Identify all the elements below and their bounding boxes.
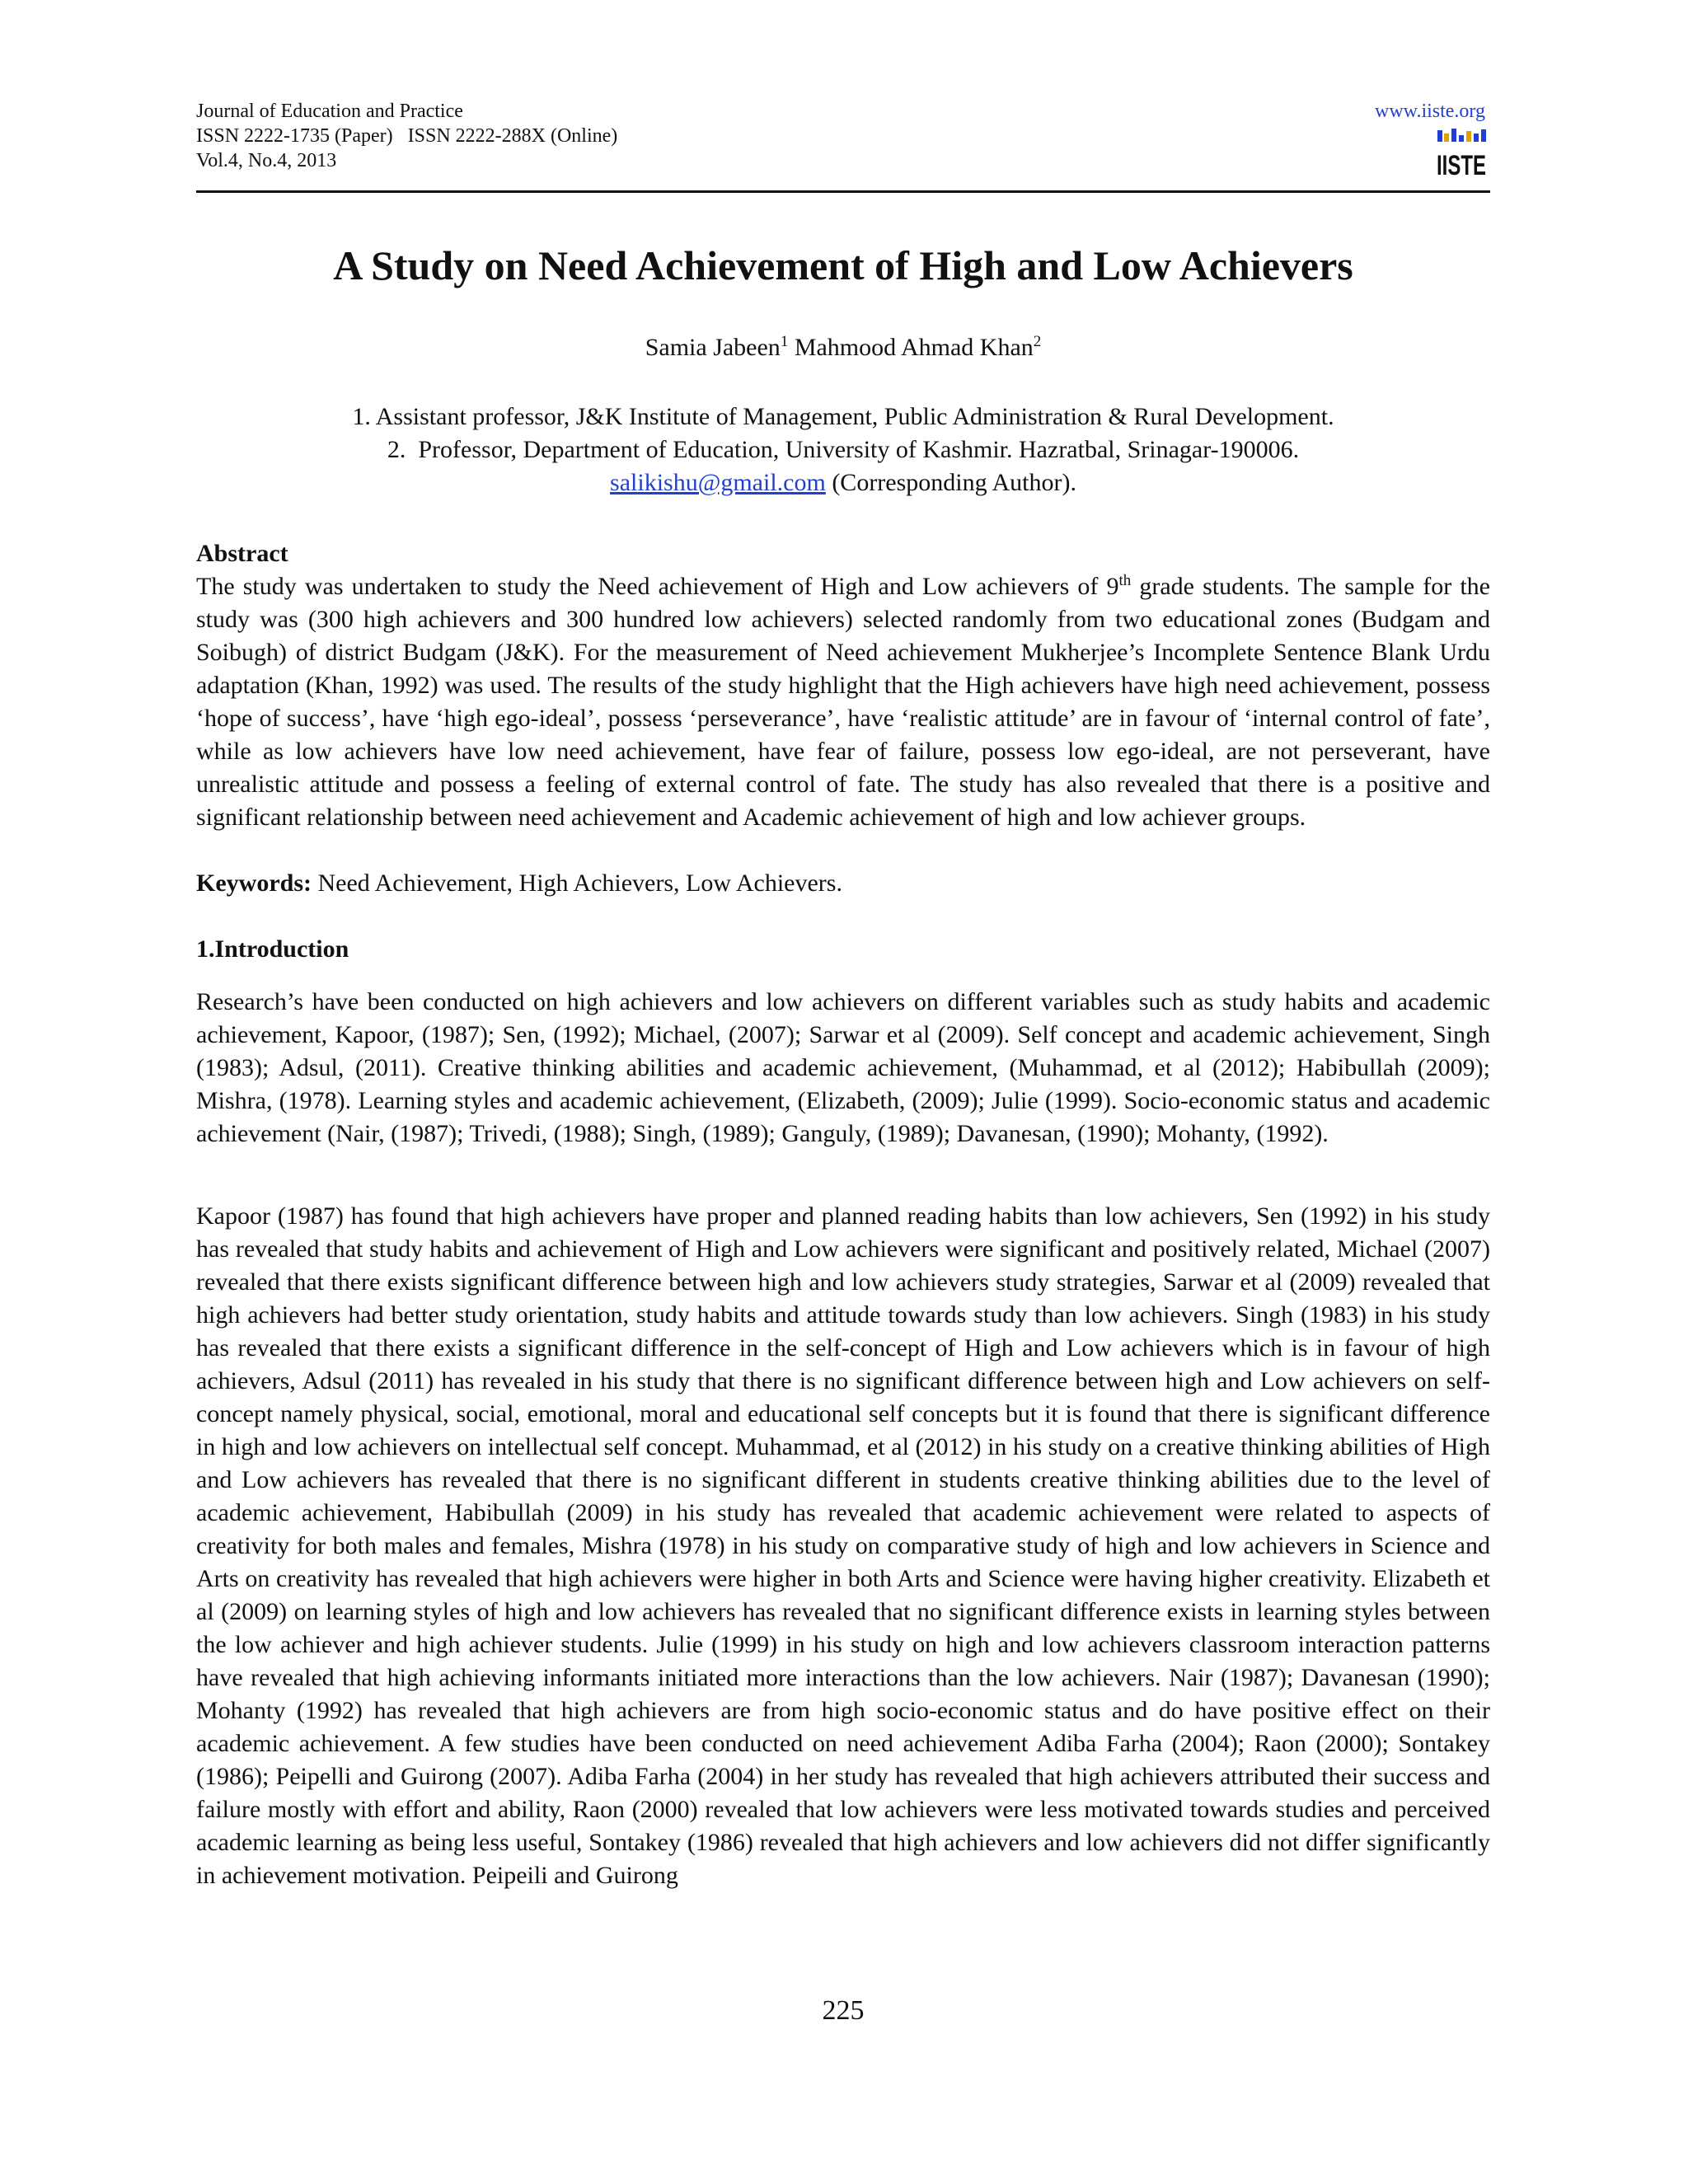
introduction-paragraph-2: Kapoor (1987) has found that high achievers have proper and planned reading habits than low achievers, Sen (1992) in his study has revealed that study habits and achievement of High and Low achievers were significant and positively related, Michael (2007) revealed that there exists significant difference between high and low achievers study strategies, Sarwar et al (2009) revealed that high achievers had better study orientation, study habits and attitude towards study than low achievers. Singh (1983) in his study has revealed that there exists a significant difference in the self-concept of High and Low achievers which is in favour of high achievers, Adsul (2011) has revealed in his study that there is no significant difference between high and Low achievers on self-concept namely physical, social, emotional, moral and educational self concepts but it is found that there is significant difference in high and low achievers on intellectual self concept. Muhammad, et al (2012) in his study on a creative thinking abilities of High and Low achievers has revealed that there is no significant different in students creative thinking abilities due to the level of academic achievement, Habibullah (2009) in his study has revealed that academic achievement were related to aspects of creativity for both males and females, Mishra (1978) in his study on comparative study of high and low achievers in Science and Arts on creativity has revealed that high achievers were higher in both Arts and Science were having higher creativity. Elizabeth et al (2009) on learning styles of high and low achievers has revealed that no significant difference exists in learning styles between the low achiever and high achiever students. Julie (1999) in his study on high and low achievers classroom interaction patterns have revealed that high achieving informants initiated more interactions than the low achievers. Nair (1987); Davanesan (1990); Mohanty (1992) has revealed that high achievers are from high socio-economic status and do have positive effect on their academic achievement. A few studies have been conducted on need achievement Adiba Farha (2004); Raon (2000); Sontakey (1986); Peipelli and Guirong (2007). Adiba Farha (2004) in her study has revealed that high achievers attributed their success and failure mostly with effort and ability, Raon (2000) revealed that low achievers were less motivated towards studies and perceived academic learning as being less useful, Sontakey (1986) revealed that high achievers and low achievers did not differ significantly in achievement motivation. Peipeili and Guirong — [196, 1202, 1490, 1889]
keywords-line — [196, 867, 1490, 900]
journal-header — [196, 99, 617, 173]
journal-name: Journal of Education and Practice — [196, 101, 463, 122]
email-link[interactable]: salikishu@gmail.com — [610, 469, 826, 496]
abstract-heading: Abstract — [196, 540, 288, 567]
abstract-text-post: grade students. The sample for the study was (300 high achievers and 300 hundred low achievers) selected randomly from two educational zones (Budgam and Soibugh) of district Budgam (J&K). For the measurement of Need achievement Mukherjee’s Incomplete Sentence Blank Urdu adaptation (Khan, 1992) was used. The results of the study highlight that the High achievers have high need achievement, possess ‘hope of success’, have ‘high ego-ideal’, possess ‘perseverance’, have ‘realistic attitude’ are in favour of ‘internal control of fate’, while as low achievers have low need achievement, have fear of failure, possess low ego-ideal, are not perseverant, have unrealistic attitude and possess a feeling of external control of fate. The study has also revealed that there is a positive and significant relationship between need achievement and Academic achievement of high and low achiever groups. — [196, 573, 1490, 831]
corresponding-note: (Corresponding Author). — [825, 469, 1076, 496]
journal-volume: Vol.4, No.4, 2013 — [196, 150, 337, 171]
introduction-paragraph-1: Research’s have been conducted on high achievers and low achievers on different variables such as study habits and academic achievement, Kapoor, (1987); Sen, (1992); Michael, (2007); Sarwar et al (2009). Self concept and academic achievement, Singh (1983); Adsul, (2011). Creative thinking abilities and academic achievement, (Muhammad, et al (2012); Habibullah (2009); Mishra, (1978). Learning styles and academic achievement, (Elizabeth, (2009); Julie (1999). Socio-economic status and academic achievement (Nair, (1987); Trivedi, (1988); Singh, (1989); Ganguly, (1989); Davanesan, (1990); Mohanty, (1992). — [196, 988, 1490, 1147]
page-number: 225 — [822, 1995, 865, 2026]
journal-url-link[interactable]: www.iiste.org — [1375, 101, 1485, 122]
author-1: Samia Jabeen — [645, 334, 781, 361]
paper-title: A Study on Need Achievement of High and Low Achievers — [333, 242, 1353, 288]
introduction-heading: 1.Introduction — [196, 935, 349, 963]
keywords-text: Need Achievement, High Achievers, Low Achievers. — [311, 869, 842, 897]
author-1-sup: 1 — [780, 333, 789, 350]
affiliation-2: 2. Professor, Department of Education, University of Kashmir. Hazratbal, Srinagar-190006. — [387, 436, 1300, 463]
affiliation-1: 1. Assistant professor, J&K Institute of Management, Public Administration & Rural Development. — [352, 403, 1334, 430]
abstract-text — [196, 570, 1490, 834]
header-divider — [196, 190, 1490, 193]
iiste-logo — [1436, 129, 1487, 181]
author-2-sup: 2 — [1033, 333, 1042, 350]
abstract-text-pre: The study was undertaken to study the Need achievement of High and Low achievers of 9 — [196, 573, 1119, 600]
author-line — [196, 331, 1490, 364]
abstract-sup: th — [1118, 572, 1132, 589]
logo-text: IISTE — [1437, 150, 1486, 181]
journal-issn: ISSN 2222-1735 (Paper) ISSN 2222-288X (Online) — [196, 125, 618, 147]
correspondence-line — [196, 466, 1490, 499]
author-2: Mahmood Ahmad Khan — [788, 334, 1034, 361]
keywords-label: Keywords: — [196, 869, 312, 897]
